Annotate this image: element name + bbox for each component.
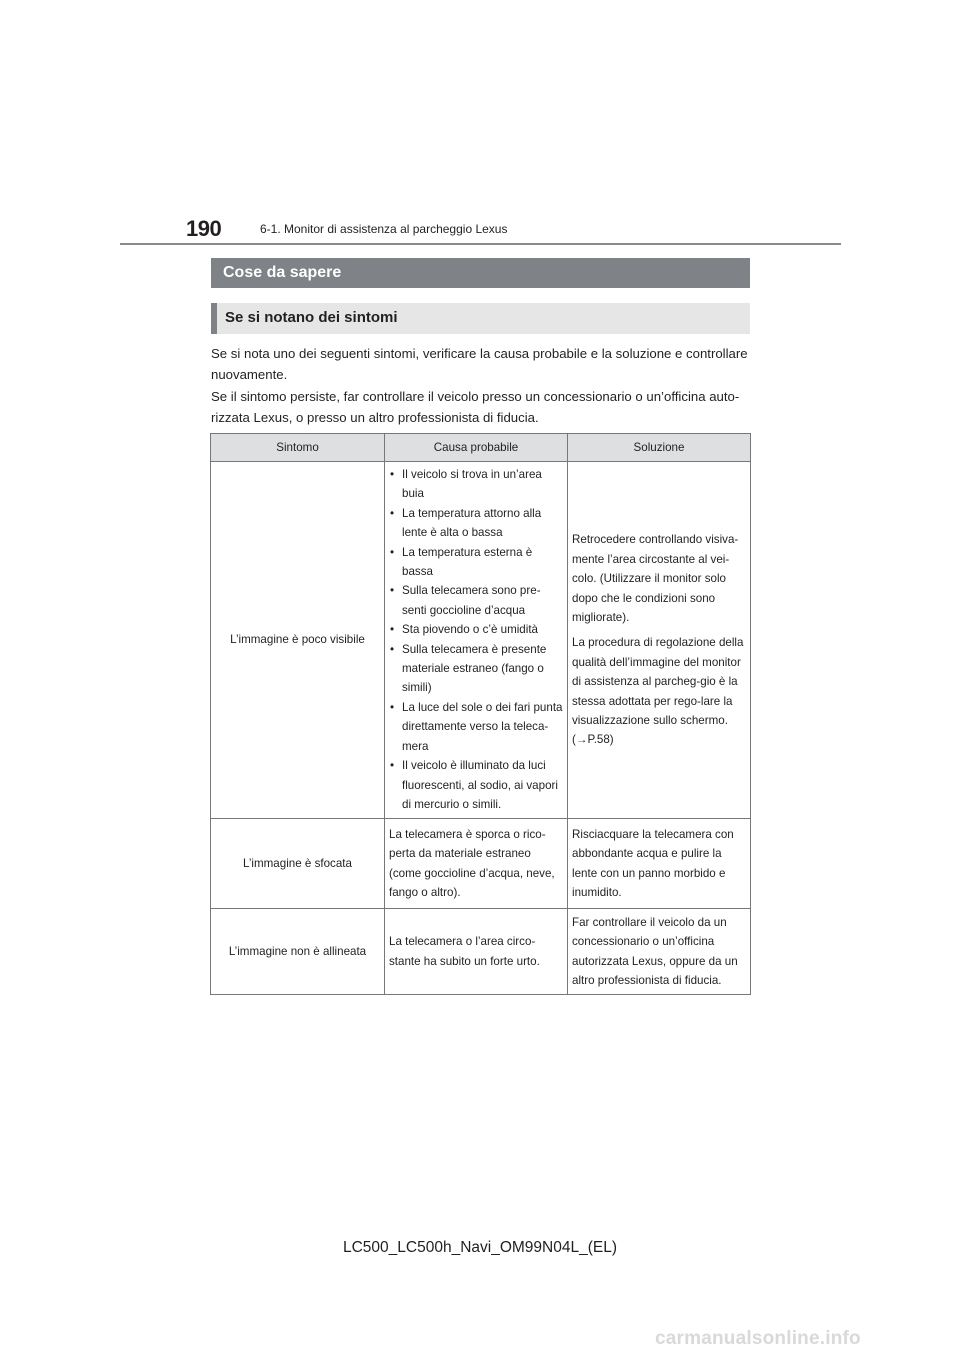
cause-list bbox=[389, 462, 563, 818]
cause-cell: La telecamera o l’area circo-stante ha subito un forte urto. bbox=[385, 909, 568, 995]
header-symptom: Sintomo bbox=[211, 434, 385, 462]
table-row bbox=[211, 909, 751, 995]
header-solution: Soluzione bbox=[568, 434, 751, 462]
solution-cell: Far controllare il veicolo da un concessionario o un’officina autorizzata Lexus, oppure da un altro professionista di fiducia. bbox=[568, 909, 751, 995]
symptoms-table bbox=[210, 433, 751, 995]
table-row bbox=[211, 819, 751, 909]
intro-paragraph: Se si nota uno dei seguenti sintomi, verificare la causa probabile e la soluzione e controllare nuovamente. bbox=[211, 346, 748, 382]
page-number: 190 bbox=[186, 216, 222, 241]
footer-model-code: LC500_LC500h_Navi_OM99N04L_(EL) bbox=[342, 1239, 617, 1256]
solution-paragraph: La procedura di regolazione della qualità dell’immagine del monitor di assistenza al parcheg-gio è la stessa adottata per rego-lare la visualizzazione sullo schermo. (→P.58) bbox=[572, 636, 744, 747]
cause-cell: La telecamera è sporca o rico-perta da materiale estraneo (come goccioline d’acqua, neve, fango o altro). bbox=[385, 819, 568, 909]
subtitle-accent bbox=[211, 303, 217, 334]
symptom-cell: L’immagine è poco visibile bbox=[211, 462, 385, 819]
symptom-cell: L’immagine è sfocata bbox=[211, 819, 385, 909]
subtitle-bar bbox=[211, 303, 750, 334]
solution-paragraph: Retrocedere controllando visiva-mente l’area circostante al vei-colo. (Utilizzare il monitor solo dopo che le condizioni sono migliorate). bbox=[572, 533, 739, 625]
solution-cell: Risciacquare la telecamera con abbondante acqua e pulire la lente con un panno morbido e inumidito. bbox=[568, 819, 751, 909]
header-cause: Causa probabile bbox=[385, 434, 568, 462]
table-header-row bbox=[211, 434, 751, 462]
symptom-cell: L’immagine non è allineata bbox=[211, 909, 385, 995]
watermark: carmanualsonline.info bbox=[655, 1328, 861, 1349]
list-item: • Sulla telecamera è presente materiale estraneo (fango o simili) bbox=[389, 640, 563, 698]
main-title: Cose da sapere bbox=[223, 264, 342, 281]
list-item: • La luce del sole o dei fari punta direttamente verso la teleca-mera bbox=[389, 698, 563, 756]
section-header: 6-1. Monitor di assistenza al parcheggio Lexus bbox=[260, 222, 508, 236]
solution-cell bbox=[568, 462, 751, 819]
list-item: • Il veicolo è illuminato da luci fluorescenti, al sodio, ai vapori di mercurio o simili. bbox=[389, 756, 563, 814]
list-item: • Il veicolo si trova in un’area buia bbox=[389, 465, 563, 504]
list-item: • La temperatura attorno alla lente è alta o bassa bbox=[389, 504, 563, 543]
subtitle: Se si notano dei sintomi bbox=[225, 309, 398, 326]
cause-cell bbox=[385, 462, 568, 819]
list-item: • Sulla telecamera sono pre-senti goccioline d’acqua bbox=[389, 581, 563, 620]
main-title-bar bbox=[211, 258, 750, 288]
header-rule bbox=[120, 243, 841, 245]
list-item: • La temperatura esterna è bassa bbox=[389, 543, 563, 582]
table-row bbox=[211, 462, 751, 819]
list-item: • Sta piovendo o c’è umidità bbox=[389, 620, 563, 639]
persist-paragraph: Se il sintomo persiste, far controllare il veicolo presso un concessionario o un’officina auto-rizzata Lexus, o presso un altro professionista di fiducia. bbox=[211, 389, 740, 425]
